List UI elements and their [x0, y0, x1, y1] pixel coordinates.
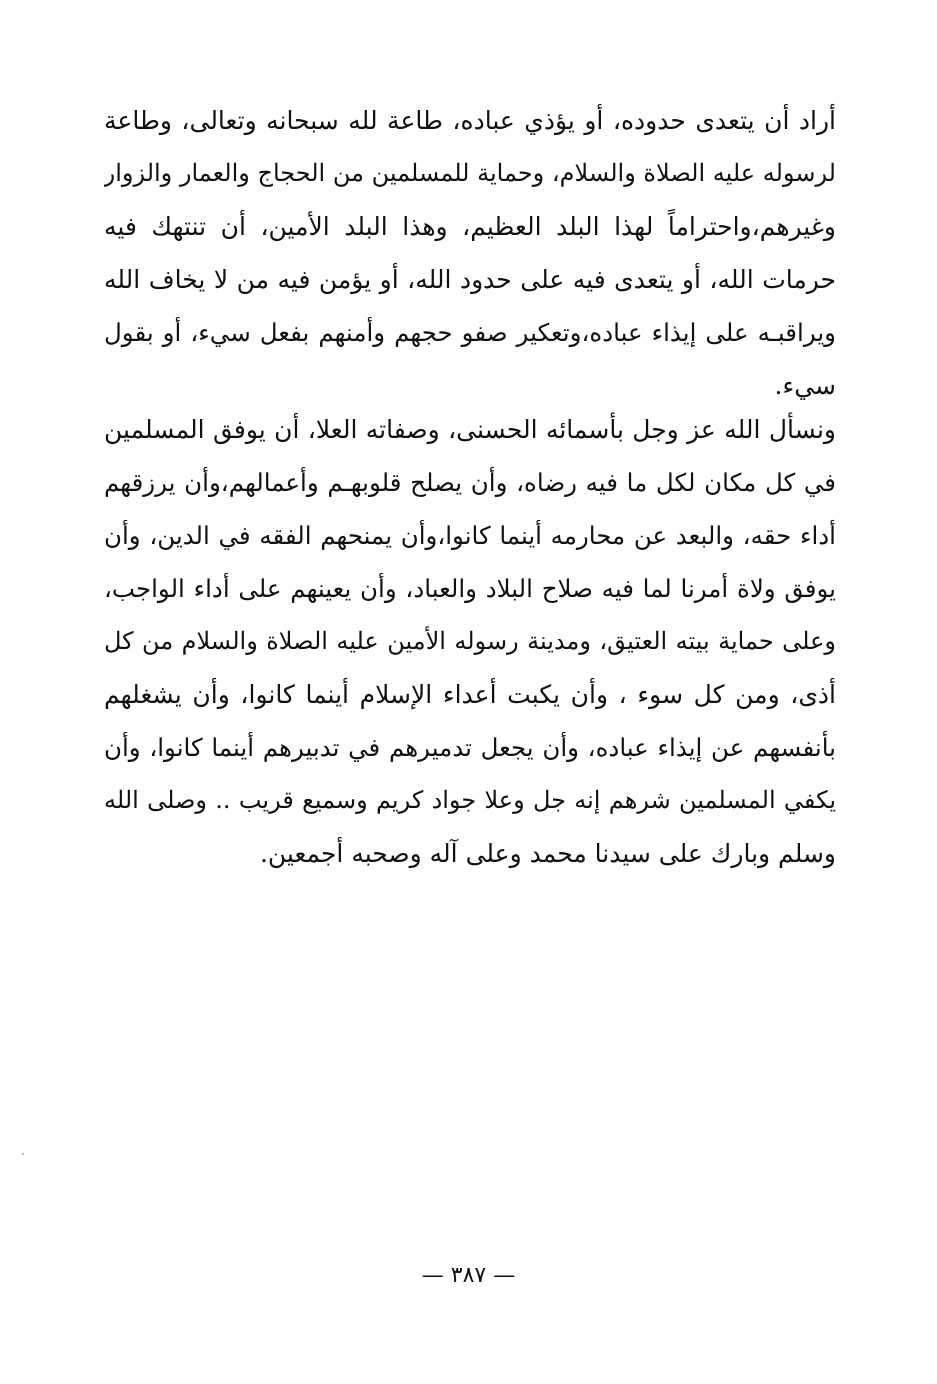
text-line: يوفق ولاة أمرنا لما فيه صلاح البلاد والعباد، وأن يعينهم على أداء الواجب،	[104, 574, 836, 603]
text-line: وسلم وبارك على سيدنا محمد وعلى آله وصحبه أجمعين.	[259, 839, 836, 868]
paragraph-1	[104, 94, 836, 412]
text-line: سيء.	[774, 371, 836, 400]
text-line: بأنفسهم عن إيذاء عباده، وأن يجعل تدميرهم في تدبيرهم أينما كانوا، وأن	[104, 733, 836, 762]
text-line: حرمات الله، أو يتعدى فيه على حدود الله، أو يؤمن فيه من لا يخاف الله	[104, 265, 836, 294]
text-line: أراد أن يتعدى حدوده، أو يؤذي عباده، طاعة لله سبحانه وتعالى، وطاعة	[104, 106, 836, 135]
text-line: وعلى حماية بيته العتيق، ومدينة رسوله الأمين عليه الصلاة والسلام من كل	[104, 627, 836, 655]
text-line: وغيرهم،واحتراماً لهذا البلد العظيم، وهذا البلد الأمين، أن تنتهك فيه	[104, 212, 836, 241]
text-line: لرسوله عليه الصلاة والسلام، وحماية للمسلمين من الحجاج والعمار والزوار	[104, 159, 836, 187]
paragraph-2	[104, 403, 836, 880]
page-number: — ٣٨٧ —	[421, 1263, 516, 1288]
text-line: ويراقبـه على إيذاء عباده،وتعكير صفو حجهم وأمنهم بفعل سيء، أو بقول	[104, 318, 836, 347]
text-line: أذى، ومن كل سوء ، وأن يكبت أعداء الإسلام أينما كانوا، وأن يشغلهم	[104, 680, 836, 709]
text-line: ونسأل الله عز وجل بأسمائه الحسنى، وصفاته العلا، أن يوفق المسلمين	[104, 415, 836, 444]
text-line: يكفي المسلمين شرهم إنه جل وعلا جواد كريم وسميع قريب .. وصلى الله	[104, 786, 836, 814]
text-line: أداء حقه، والبعد عن محارمه أينما كانوا،وأن يمنحهم الفقه في الدين، وأن	[104, 521, 836, 550]
scan-speck	[22, 1153, 24, 1155]
text-line: في كل مكان لكل ما فيه رضاه، وأن يصلح قلوبهـم وأعمالهم،وأن يرزقهم	[104, 468, 836, 497]
